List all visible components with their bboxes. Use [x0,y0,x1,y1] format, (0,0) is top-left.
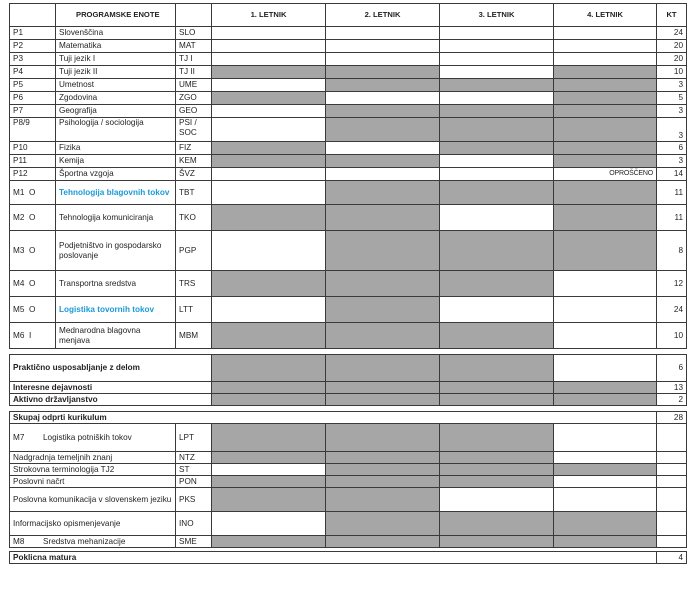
open-row-name: Nadgradnja temeljnih znanj [10,452,176,464]
empty-cell [554,271,657,297]
empty-cell [326,53,440,66]
open-row-name: Poslovni načrt [10,476,176,488]
shaded-cell [326,512,440,536]
empty-cell [657,488,687,512]
empty-cell [212,231,326,271]
row-name: Psihologija / sociologija [56,118,176,142]
row-kt: 5 [657,92,687,105]
row-abbr: MAT [176,40,212,53]
open-row-name: Strokovna terminologija TJ2 [10,464,176,476]
shaded-cell [212,142,326,155]
section-ok: Skupaj odprti kurikulum [10,412,657,424]
shaded-cell [326,452,440,464]
shaded-cell [212,476,326,488]
row-name: Mednarodna blagovna menjava [56,323,176,349]
table-row [10,66,687,79]
header-year-3: 3. LETNIK [440,4,554,27]
table-row [10,181,687,205]
row-abbr: LPT [176,424,212,452]
row-abbr: TJ II [176,66,212,79]
empty-cell [212,297,326,323]
shaded-cell [440,536,554,548]
row-kt: 6 [657,142,687,155]
shaded-cell [212,382,326,394]
shaded-cell [554,92,657,105]
row-name: Zgodovina [56,92,176,105]
row-name: Matematika [56,40,176,53]
empty-cell [326,27,440,40]
row-abbr: TBT [176,181,212,205]
curriculum-table [9,3,687,564]
row-code: P2 [10,40,56,53]
row-abbr: TRS [176,271,212,297]
shaded-cell [440,452,554,464]
shaded-cell [440,464,554,476]
empty-cell [657,464,687,476]
shaded-cell [212,355,326,382]
row-abbr: MBM [176,323,212,349]
row-kt: 11 [657,181,687,205]
row-name: Športna vzgoja [56,168,176,181]
row-kt: 14 [657,168,687,181]
table-row [10,40,687,53]
section-id-kt: 13 [657,382,687,394]
row-code: P11 [10,155,56,168]
table-row [10,118,687,142]
shaded-cell [326,105,440,118]
table-row [10,53,687,66]
empty-cell [554,452,657,464]
section-row [10,355,687,382]
table-row [10,231,687,271]
row-abbr: ŠVZ [176,168,212,181]
shaded-cell [212,155,326,168]
empty-cell [440,155,554,168]
shaded-cell [440,231,554,271]
empty-cell [554,40,657,53]
empty-cell [554,27,657,40]
row-abbr: SLO [176,27,212,40]
open-row-name: M8 Sredstva mehanizacije [10,536,176,548]
row-kt: 24 [657,27,687,40]
shaded-cell [440,394,554,406]
row-abbr: PKS [176,488,212,512]
row-kt: 3 [657,155,687,168]
header-year-1: 1. LETNIK [212,4,326,27]
shaded-cell [326,118,440,142]
row-abbr: NTZ [176,452,212,464]
row-kt: 10 [657,323,687,349]
header-kt: KT [657,4,687,27]
shaded-cell [554,464,657,476]
shaded-cell [440,181,554,205]
shaded-cell [440,476,554,488]
header-code [10,4,56,27]
empty-cell [657,424,687,452]
table-row [10,476,687,488]
section-pm-kt: 4 [657,552,687,564]
table-row [10,92,687,105]
row-name: Umetnost [56,79,176,92]
row-name: Fizika [56,142,176,155]
shaded-cell [554,181,657,205]
table-row [10,297,687,323]
empty-cell [326,142,440,155]
empty-cell [326,168,440,181]
row-kt: 20 [657,53,687,66]
row-abbr: TKO [176,205,212,231]
shaded-cell [212,452,326,464]
row-code: P3 [10,53,56,66]
shaded-cell [554,394,657,406]
shaded-cell [326,271,440,297]
open-row-name: Poslovna komunikacija v slovenskem jeziku [10,488,176,512]
shaded-cell [440,79,554,92]
shaded-cell [326,297,440,323]
row-abbr: GEO [176,105,212,118]
section-row [10,412,687,424]
table-row [10,168,687,181]
empty-cell [554,53,657,66]
empty-cell [440,40,554,53]
row-kt: 3 [657,79,687,92]
shaded-cell [212,92,326,105]
table-row [10,27,687,40]
table-row [10,142,687,155]
shaded-cell [440,105,554,118]
row-abbr: TJ I [176,53,212,66]
section-row [10,552,687,564]
empty-cell [212,40,326,53]
shaded-cell [326,323,440,349]
shaded-cell [212,271,326,297]
shaded-cell [326,382,440,394]
header-year-4: 4. LETNIK [554,4,657,27]
row-code: P4 [10,66,56,79]
shaded-cell [440,512,554,536]
shaded-cell [554,205,657,231]
shaded-cell [440,355,554,382]
shaded-cell [440,323,554,349]
row-abbr: KEM [176,155,212,168]
header-abbr [176,4,212,27]
shaded-cell [554,118,657,142]
section-pud-kt: 6 [657,355,687,382]
shaded-cell [326,488,440,512]
shaded-cell [440,142,554,155]
shaded-cell [440,424,554,452]
shaded-cell [326,79,440,92]
table-row [10,488,687,512]
section-ok-kt: 28 [657,412,687,424]
row-abbr: INO [176,512,212,536]
shaded-cell [440,382,554,394]
open-row-name: M7 Logistika potniških tokov [10,424,176,452]
header-year-2: 2. LETNIK [326,4,440,27]
row-name: Tehnologija komuniciranja [56,205,176,231]
row-name: Tuji jezik II [56,66,176,79]
shaded-cell [326,205,440,231]
empty-cell [440,205,554,231]
empty-cell [657,536,687,548]
header-name: PROGRAMSKE ENOTE [56,4,176,27]
empty-cell [326,40,440,53]
shaded-cell [212,394,326,406]
table-row [10,452,687,464]
empty-cell [657,452,687,464]
row-code: P1 [10,27,56,40]
row-kt: 10 [657,66,687,79]
empty-cell [440,488,554,512]
empty-cell [554,424,657,452]
row-abbr: FIZ [176,142,212,155]
shaded-cell [326,464,440,476]
shaded-cell [554,536,657,548]
empty-cell [212,181,326,205]
empty-cell [212,105,326,118]
row-code: P6 [10,92,56,105]
row-code: P12 [10,168,56,181]
shaded-cell [326,155,440,168]
row-code: P5 [10,79,56,92]
shaded-cell [326,394,440,406]
shaded-cell [326,231,440,271]
shaded-cell [326,536,440,548]
table-row [10,323,687,349]
section-row [10,382,687,394]
table-row [10,536,687,548]
row-code: P8/9 [10,118,56,142]
row-kt: 8 [657,231,687,271]
row-name: Podjetništvo in gospodarsko poslovanje [56,231,176,271]
row-kt: 3 [657,118,687,142]
shaded-cell [554,382,657,394]
row-kt: 3 [657,105,687,118]
shaded-cell [212,424,326,452]
section-pud: Praktično usposabljanje z delom [10,355,212,382]
empty-cell [212,168,326,181]
empty-cell [554,476,657,488]
module-code: M1 O [10,181,56,205]
shaded-cell [326,476,440,488]
exempt-note: OPROŠČENO [554,168,657,181]
row-code: P10 [10,142,56,155]
section-pm: Poklicna matura [10,552,657,564]
shaded-cell [212,488,326,512]
section-id: Interesne dejavnosti [10,382,212,394]
shaded-cell [440,118,554,142]
module-code: M6 I [10,323,56,349]
empty-cell [554,488,657,512]
empty-cell [440,168,554,181]
row-name: Tehnologija blagovnih tokov [56,181,176,205]
empty-cell [326,92,440,105]
row-abbr: ST [176,464,212,476]
empty-cell [440,297,554,323]
empty-cell [554,297,657,323]
empty-cell [554,323,657,349]
row-kt: 12 [657,271,687,297]
shaded-cell [554,142,657,155]
shaded-cell [212,205,326,231]
row-name: Kemija [56,155,176,168]
empty-cell [657,476,687,488]
header-row [10,4,687,27]
empty-cell [554,355,657,382]
row-abbr: LTT [176,297,212,323]
module-code: M4 O [10,271,56,297]
shaded-cell [554,512,657,536]
section-ad: Aktivno državljanstvo [10,394,212,406]
module-code: M2 O [10,205,56,231]
table-row [10,155,687,168]
empty-cell [212,53,326,66]
row-code: P7 [10,105,56,118]
shaded-cell [212,323,326,349]
shaded-cell [554,231,657,271]
shaded-cell [326,424,440,452]
table-row [10,79,687,92]
section-ad-kt: 2 [657,394,687,406]
empty-cell [212,512,326,536]
empty-cell [212,27,326,40]
shaded-cell [554,105,657,118]
row-kt: 11 [657,205,687,231]
empty-cell [440,66,554,79]
row-kt: 24 [657,297,687,323]
empty-cell [212,118,326,142]
empty-cell [440,27,554,40]
row-name: Slovenščina [56,27,176,40]
shaded-cell [212,66,326,79]
shaded-cell [554,66,657,79]
row-kt: 20 [657,40,687,53]
row-abbr: PON [176,476,212,488]
open-row-name: Informacijsko opismenjevanje [10,512,176,536]
row-abbr: PGP [176,231,212,271]
shaded-cell [554,79,657,92]
shaded-cell [554,155,657,168]
table-row [10,205,687,231]
empty-cell [657,512,687,536]
row-abbr: ZGO [176,92,212,105]
empty-cell [212,79,326,92]
table-row [10,424,687,452]
empty-cell [440,53,554,66]
empty-cell [440,92,554,105]
row-name: Geografija [56,105,176,118]
table-row [10,464,687,476]
table-row [10,105,687,118]
module-code: M5 O [10,297,56,323]
row-abbr: SME [176,536,212,548]
row-name: Logistika tovornih tokov [56,297,176,323]
row-abbr: PSI / SOC [176,118,212,142]
row-name: Tuji jezik I [56,53,176,66]
table-row [10,271,687,297]
shaded-cell [326,66,440,79]
module-code: M3 O [10,231,56,271]
empty-cell [212,464,326,476]
section-row [10,394,687,406]
shaded-cell [326,181,440,205]
shaded-cell [326,355,440,382]
row-name: Transportna sredstva [56,271,176,297]
row-abbr: UME [176,79,212,92]
shaded-cell [212,536,326,548]
table-row [10,512,687,536]
shaded-cell [440,271,554,297]
